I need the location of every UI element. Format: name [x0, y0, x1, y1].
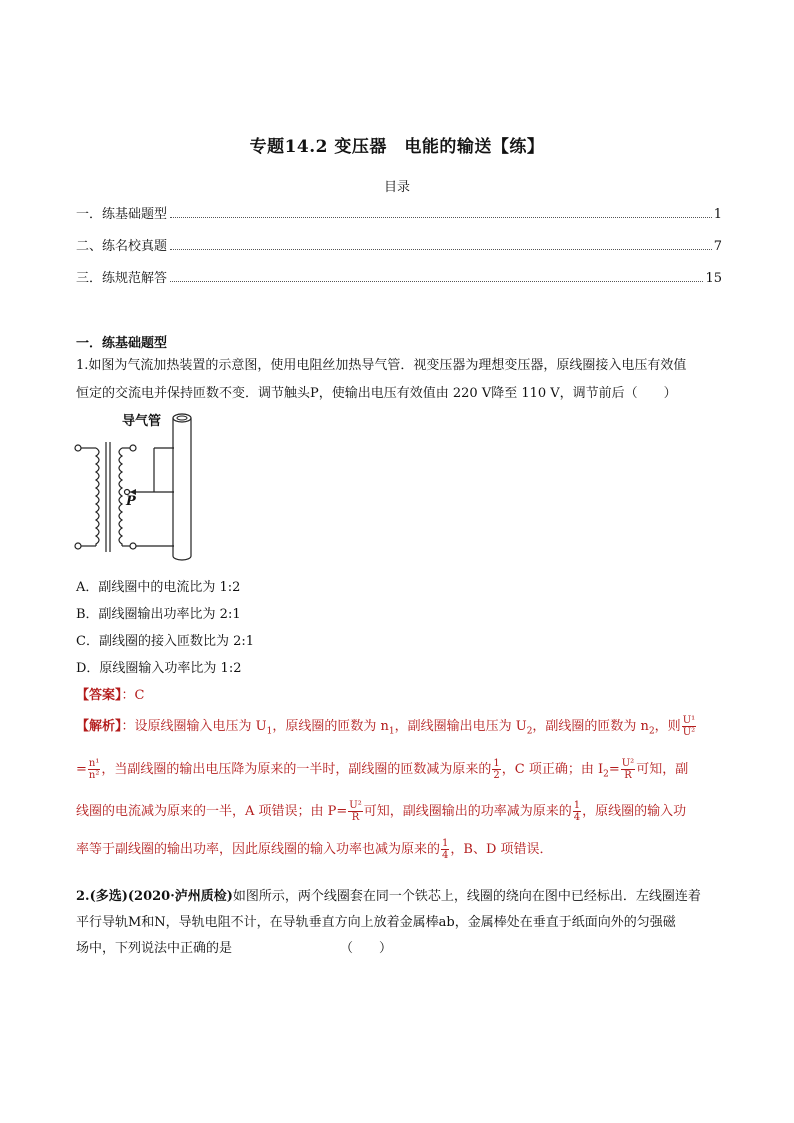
fraction: $\frac{1}{2}$ — [493, 757, 500, 781]
analysis-line-1: 【解析】：设原线圈输入电压为 $U_1$，原线圈的匝数为 $n_1$，副线圈输出电压为 $U_2$，副线圈的匝数为 $n_2$，则 $\frac{\text{U¹}}{\text{U²}}$ — [76, 715, 696, 738]
toc-item-page: 1 — [713, 207, 722, 222]
toc-item-label: 三．练规范解答 — [76, 271, 168, 286]
toc-leader — [170, 249, 712, 250]
answer-value: ：C — [121, 688, 145, 703]
toc-item-3[interactable] — [76, 268, 722, 286]
pipe-label: 导气管 — [122, 414, 162, 429]
option-b[interactable]: B．副线圈输出功率比为 2:1 — [76, 607, 241, 622]
toc-item-page: 15 — [705, 271, 722, 286]
toc-item-page: 7 — [713, 239, 722, 254]
analysis-line-2: = $\frac{\text{n¹}}{\text{n²}}$ ，当副线圈的输出电压降为原来的一半时，副线圈的匝数减为原来的 $\frac{1}{2}$ ，C 项正确；由 $I_2=$ $\frac{\text{U²}}{R}$ 可知，副 — [76, 757, 689, 781]
question-2-line-1: 2.(多选)(2020·泸州质检)如图所示，两个线圈套在同一个铁芯上，线圈的绕向在图中已经标出．左线圈连着 — [76, 889, 701, 904]
toc-item-label: 二、练名校真题 — [76, 239, 168, 254]
question-1-text — [76, 352, 722, 408]
toc-leader — [170, 281, 703, 282]
toc-heading: 目录 — [383, 180, 410, 195]
page-title: 专题14.2 变压器 电能的输送【练】 — [249, 137, 545, 157]
toc-item-label: 一．练基础题型 — [76, 207, 168, 222]
fraction: $\frac{\text{U²}}{R}$ — [349, 800, 362, 824]
question-1-line-1: 1.如图为气流加热装置的示意图，使用电阻丝加热导气管．视变压器为理想变压器，原线圈接入电压有效值 — [76, 358, 687, 373]
answer-bracket: （ ） — [340, 941, 393, 956]
toc-item-1[interactable] — [76, 204, 722, 222]
toc-item-2[interactable] — [76, 236, 722, 254]
option-d[interactable]: D．原线圈输入功率比为 1:2 — [76, 661, 242, 676]
fraction: $\frac{1}{4}$ — [573, 800, 581, 824]
contact-p-label: P — [126, 494, 136, 509]
question-2-line-3: 场中，下列说法中正确的是 （ ） — [76, 941, 393, 956]
answer-label: 【答案】 — [76, 688, 122, 703]
analysis-block — [76, 708, 722, 869]
question-2-line-2: 平行导轨M和N，导轨电阻不计，在导轨垂直方向上放着金属棒ab，金属棒处在垂直于纸面向外的匀强磁 — [76, 915, 676, 930]
section-heading: 一．练基础题型 — [76, 336, 168, 351]
option-a[interactable]: A．副线圈中的电流比为 1:2 — [76, 580, 241, 595]
analysis-line-3: 线圈的电流减为原来的一半，A 项错误；由 P= $\frac{\text{U²}}{R}$ 可知，副线圈输出的功率减为原来的 $\frac{1}{4}$ ，原线圈的输入功 — [76, 800, 687, 824]
toc-leader — [170, 217, 712, 218]
fraction: $\frac{\text{U¹}}{\text{U²}}$ — [682, 715, 696, 738]
question-1-line-2: 恒定的交流电并保持匝数不变．调节触头P，使输出电压有效值由 220 V降至 110 V，调节前后（ ） — [76, 386, 677, 401]
fraction: $\frac{\text{U²}}{R}$ — [621, 757, 635, 781]
fraction: $\frac{1}{4}$ — [442, 838, 449, 862]
question-2-prefix: 2.(多选)(2020·泸州质检) — [76, 889, 233, 904]
analysis-label: 【解析】 — [76, 719, 122, 734]
answer-line — [76, 684, 144, 703]
analysis-line-4: 率等于副线圈的输出功率，因此原线圈的输入功率也减为原来的 $\frac{1}{4}$ ，B、D 项错误． — [76, 838, 553, 862]
question-2-text — [76, 884, 722, 962]
transformer-figure — [70, 404, 210, 564]
fraction: $\frac{\text{n¹}}{\text{n²}}$ — [88, 757, 100, 781]
option-c[interactable]: C．副线圈的接入匝数比为 2:1 — [76, 634, 255, 649]
